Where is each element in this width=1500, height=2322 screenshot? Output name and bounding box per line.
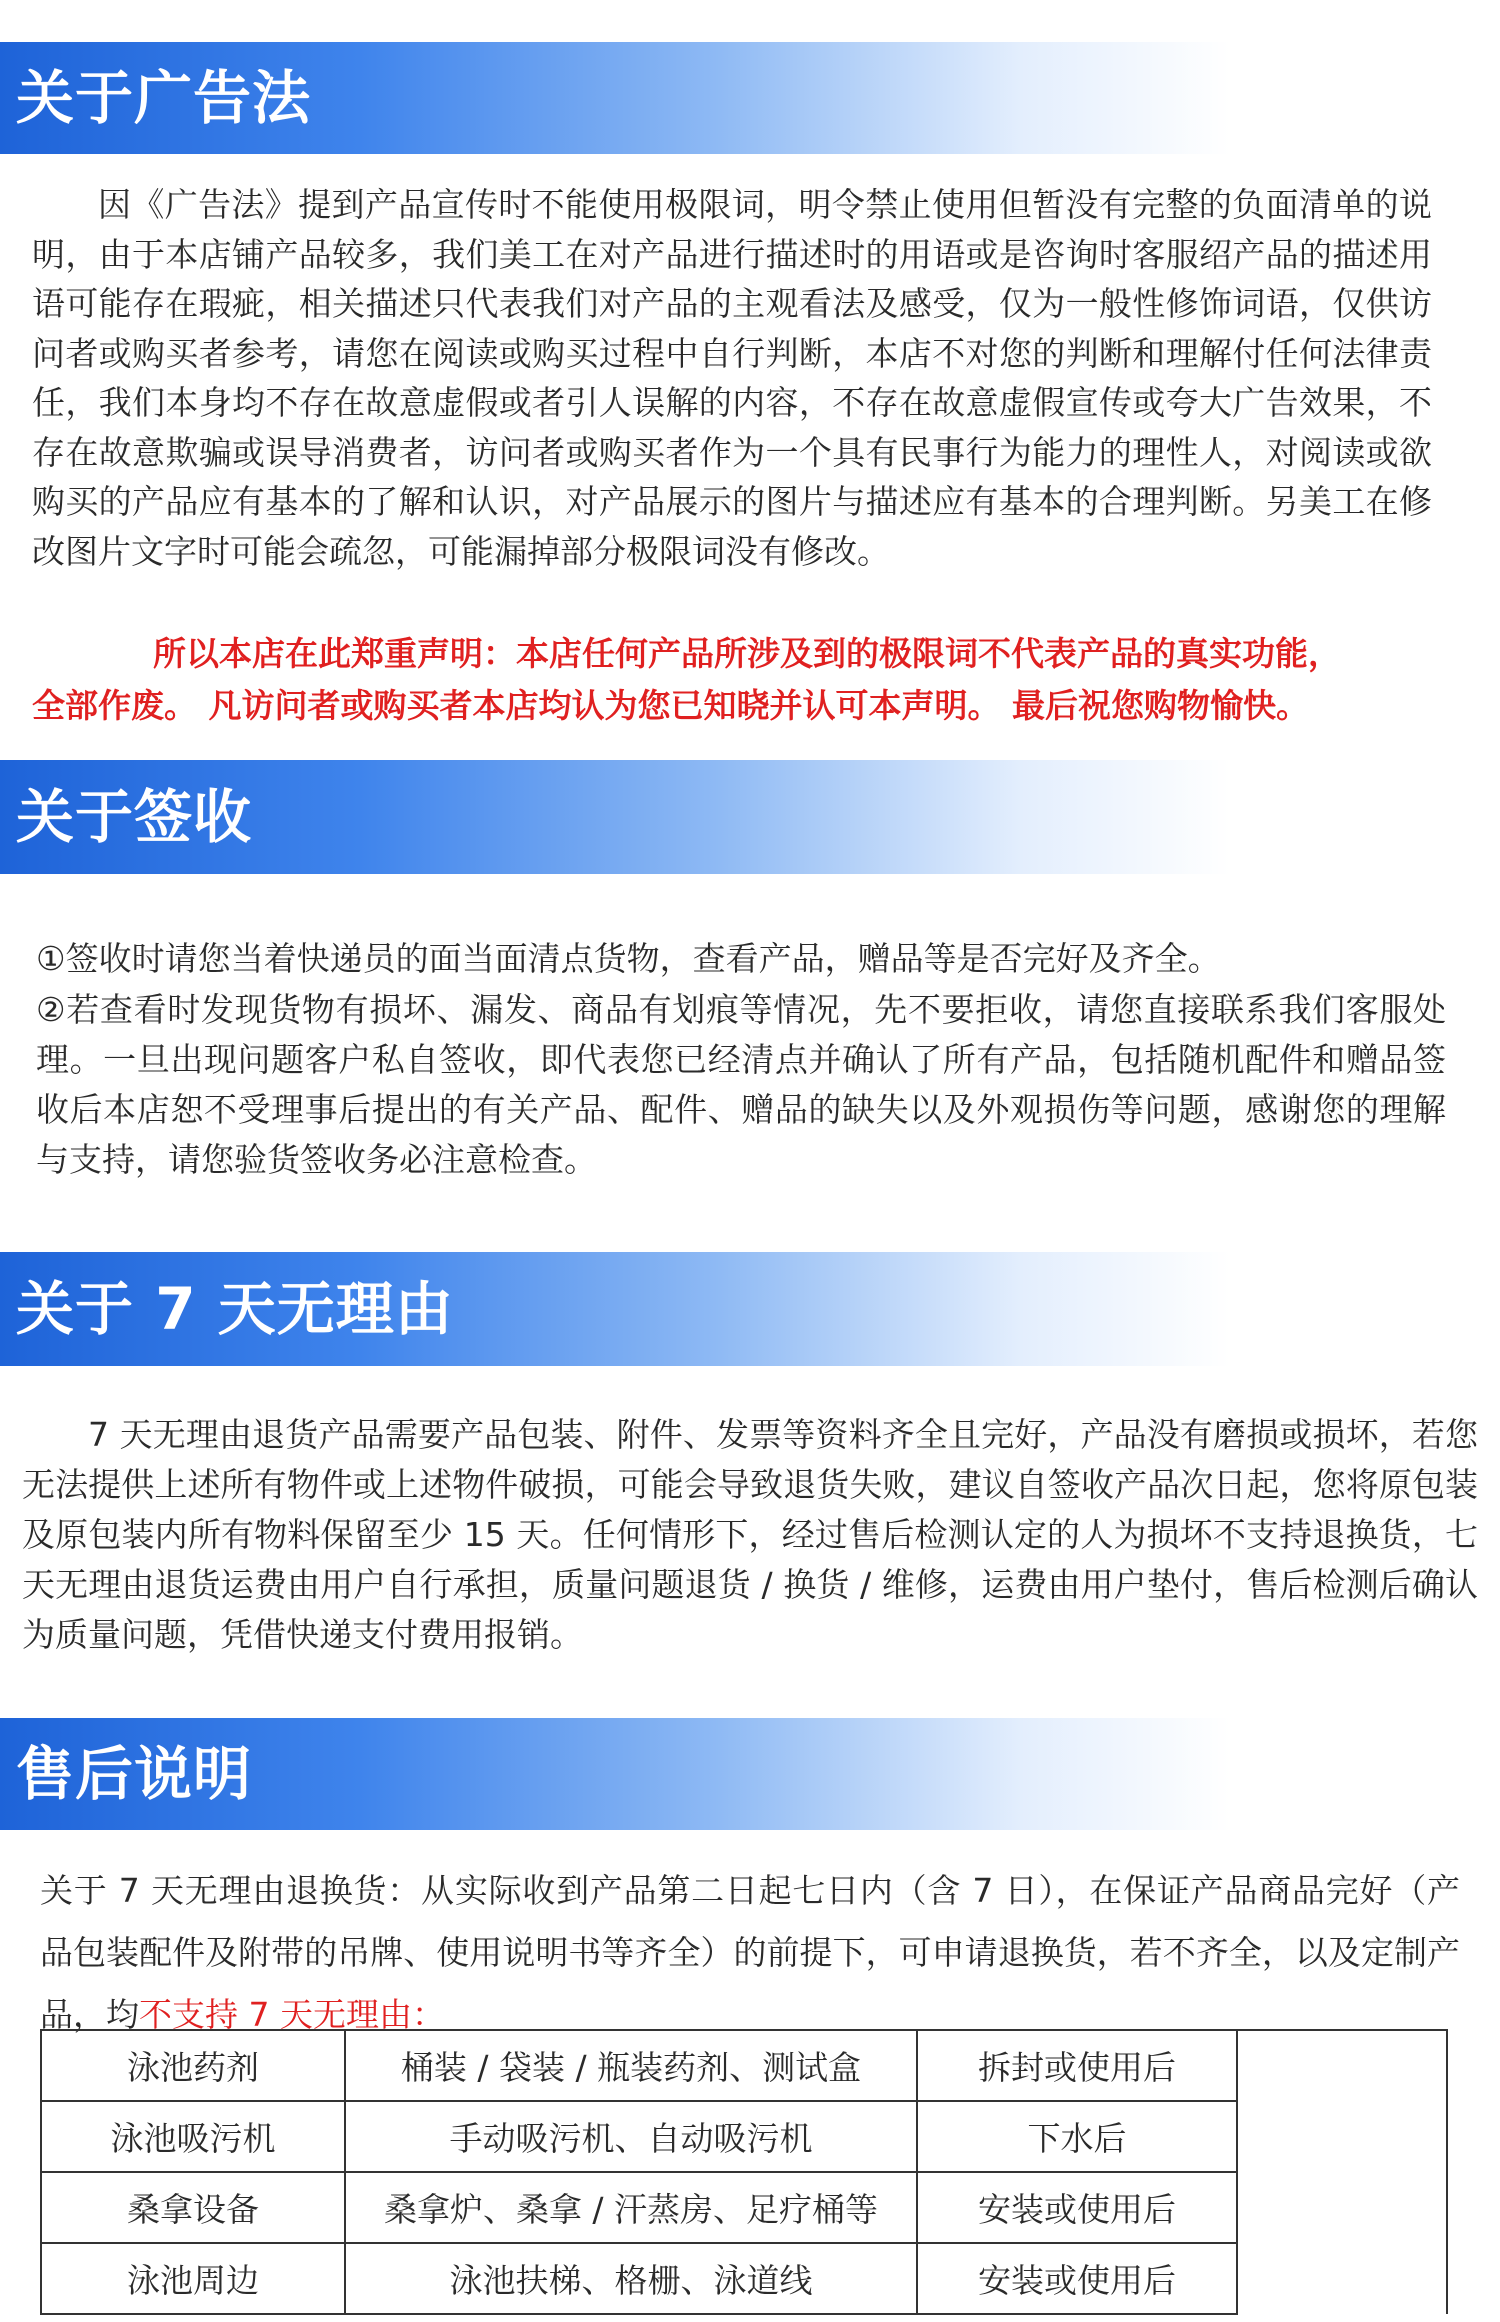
section-title: 关于 7 天无理由 xyxy=(16,1275,454,1343)
condition-cell: 安装或使用后 xyxy=(917,2243,1237,2314)
empty-cell xyxy=(1237,2101,1447,2172)
items-cell: 手动吸污机、自动吸污机 xyxy=(345,2101,917,2172)
section-header-signing xyxy=(0,760,1500,874)
signing-item-2: ②若查看时发现货物有损坏、漏发、商品有划痕等情况，先不要拒收，请您直接联系我们客服处理。一旦出现问题客户私自签收，即代表您已经清点并确认了所有产品，包括随机配件和赠品签收后本店恕不受理事后提出的有关产品、配件、赠品的缺失以及外观损伤等问题，感谢您的理解与支持，请您验货签收务必注意检查。 xyxy=(36,990,1446,1179)
table-row xyxy=(41,2243,1447,2314)
items-cell: 桶装 / 袋装 / 瓶装药剂、测试盒 xyxy=(345,2030,917,2101)
signing-item-1: ①签收时请您当着快递员的面当面清点货物，查看产品，赠品等是否完好及齐全。 xyxy=(36,939,1221,978)
table-row xyxy=(41,2172,1447,2243)
disclaimer-notice xyxy=(32,628,1462,732)
empty-cell xyxy=(1237,2172,1447,2243)
after-sales-intro xyxy=(40,1860,1460,2046)
condition-cell: 安装或使用后 xyxy=(917,2172,1237,2243)
empty-cell xyxy=(1237,2030,1447,2101)
section-header-seven-day xyxy=(0,1252,1500,1366)
category-cell: 泳池药剂 xyxy=(41,2030,345,2101)
items-cell: 泳池扶梯、格栅、泳道线 xyxy=(345,2243,917,2314)
section-title: 关于签收 xyxy=(16,783,253,851)
category-cell: 泳池吸污机 xyxy=(41,2101,345,2172)
disclaimer-line-2: 全部作废。 凡访问者或购买者本店均认为您已知晓并认可本声明。 最后祝您购物愉快。 xyxy=(32,686,1309,725)
return-rules-table xyxy=(40,2029,1448,2315)
after-sales-intro-text: 关于 7 天无理由退换货：从实际收到产品第二日起七日内（含 7 日），在保证产品商品完好（产品包装配件及附带的吊牌、使用说明书等齐全）的前提下，可申请退换货，若不齐全，以及定制产品，均 xyxy=(40,1871,1460,2034)
table-row xyxy=(41,2030,1447,2101)
section-header-ad-law xyxy=(0,42,1500,154)
table-row xyxy=(41,2101,1447,2172)
disclaimer-line-1: 所以本店在此郑重声明：本店任何产品所涉及到的极限词不代表产品的真实功能， xyxy=(153,634,1341,673)
not-supported-label: 不支持 7 天无理由： xyxy=(139,1995,445,2034)
seven-day-paragraph: 7 天无理由退货产品需要产品包装、附件、发票等资料齐全且完好，产品没有磨损或损坏，若您无法提供上述所有物件或上述物件破损，可能会导致退货失败，建议自签收产品次日起，您将原包装及原包装内所有物料保留至少 15 天。任何情形下，经过售后检测认定的人为损坏不支持退换货，七天无理由退货运费由用户自行承担，质量问题退货 / 换货 / 维修，运费由用户垫付，售后检测后确认为质量问题，凭借快递支付费用报销。 xyxy=(22,1415,1478,1654)
ad-law-paragraph: 因《广告法》提到产品宣传时不能使用极限词，明令禁止使用但暂没有完整的负面清单的说明，由于本店铺产品较多，我们美工在对产品进行描述时的用语或是咨询时客服绍产品的描述用语可能存在瑕疵，相关描述只代表我们对产品的主观看法及感受，仅为一般性修饰词语，仅供访问者或购买者参考，请您在阅读或购买过程中自行判断，本店不对您的判断和理解付任何法律责任，我们本身均不存在故意虚假或者引人误解的内容，不存在故意虚假宣传或夸大广告效果，不存在故意欺骗或误导消费者，访问者或购买者作为一个具有民事行为能力的理性人，对阅读或欲购买的产品应有基本的了解和认识，对产品展示的图片与描述应有基本的合理判断。另美工在修改图片文字时可能会疏忽，可能漏掉部分极限词没有修改。 xyxy=(32,185,1432,571)
condition-cell: 拆封或使用后 xyxy=(917,2030,1237,2101)
empty-cell xyxy=(1237,2243,1447,2314)
section-title: 关于广告法 xyxy=(16,64,312,132)
items-cell: 桑拿炉、桑拿 / 汗蒸房、足疗桶等 xyxy=(345,2172,917,2243)
condition-cell: 下水后 xyxy=(917,2101,1237,2172)
category-cell: 桑拿设备 xyxy=(41,2172,345,2243)
category-cell: 泳池周边 xyxy=(41,2243,345,2314)
section-title: 售后说明 xyxy=(16,1740,253,1808)
section-header-after-sales xyxy=(0,1718,1500,1830)
